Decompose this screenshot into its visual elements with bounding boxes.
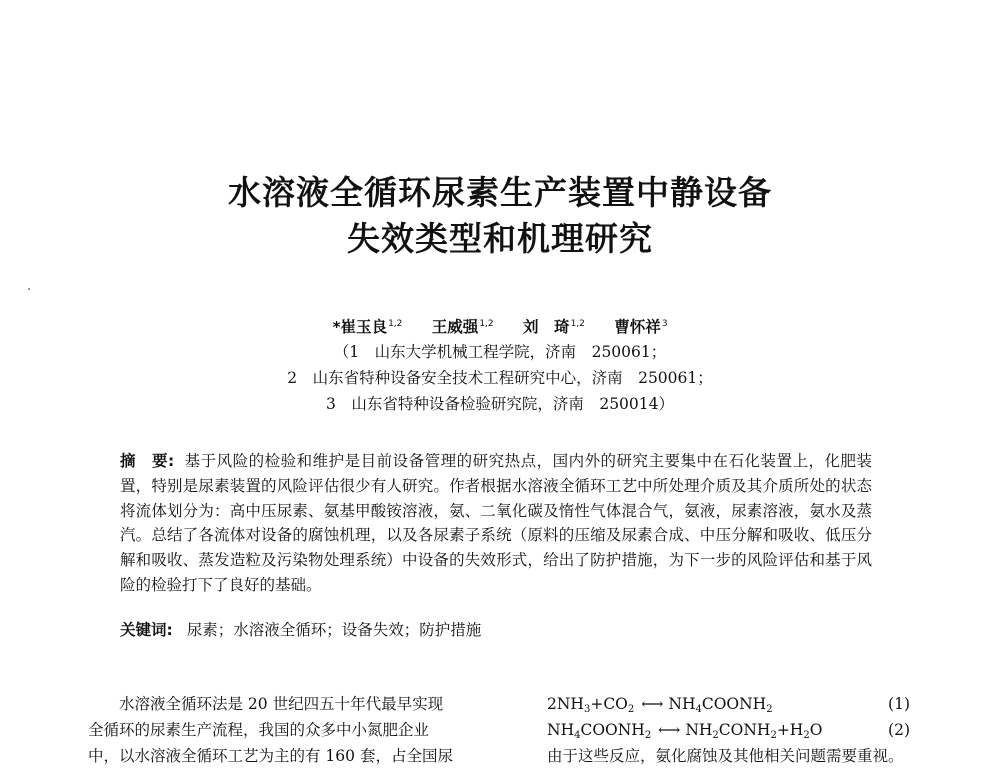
scan-speck [28, 288, 30, 290]
body-left-column [88, 691, 508, 769]
affiliation-2: 2 山东省特种设备安全技术工程研究中心，济南 250061； [287, 369, 713, 387]
abstract [120, 449, 872, 598]
keywords-text: 尿素；水溶液全循环；设备失效；防护措施 [186, 621, 482, 639]
author-list [0, 315, 1000, 337]
paper-title-line-1: 水溶液全循环尿素生产装置中静设备 [228, 173, 772, 212]
affiliation-3: 3 山东省特种设备检验研究院，济南 250014） [325, 395, 675, 413]
paper-title-line-2: 失效类型和机理研究 [347, 219, 653, 258]
affiliation-1: （1 山东大学机械工程学院，济南 250061； [333, 343, 667, 361]
author-4: 曹怀祥$^3$ [614, 318, 668, 336]
author-3: 刘 琦$^{1,2}$ [523, 318, 585, 336]
equilibrium-arrow-icon: ⟷ [658, 721, 679, 739]
keywords [120, 618, 481, 640]
body-line-3: 中，以水溶液全循环工艺为主的有 160 套，占全国尿 [88, 747, 453, 765]
body-right-line-3: 由于这些反应，氨化腐蚀及其他相关问题需要重视。 [547, 747, 904, 765]
equation-2-number: (2) [888, 721, 910, 739]
keywords-label: 关键词: [120, 621, 173, 639]
author-2: 王威强$^{1,2}$ [431, 318, 494, 336]
equation-2: $NH_4COONH_2$ ⟷ $NH_2CONH_2+H_2O$ (2) [547, 717, 910, 749]
equation-1-number: (1) [888, 695, 910, 713]
author-1: *崔玉良$^{1,2}$ [332, 318, 403, 336]
body-line-1: 水溶液全循环法是 20 世纪四五十年代最早实现 [119, 695, 444, 713]
equilibrium-arrow-icon: ⟷ [641, 695, 662, 713]
body-line-2: 全循环的尿素生产流程，我国的众多中小氮肥企业 [88, 721, 430, 739]
abstract-label: 摘 要: [120, 452, 175, 470]
equation-1: $2NH_3+CO_2$ ⟷ $NH_4COONH_2$ (1) [547, 691, 910, 723]
abstract-text: 基于风险的检验和维护是目前设备管理的研究热点，国内外的研究主要集中在石化装置上，化肥装置，特别是尿素装置的风险评估很少有人研究。作者根据水溶液全循环工艺中所处理介质及其介质所处的状态将流体划分为：高中压尿素、氨基甲酸铵溶液，氨、二氧化碳及惰性气体混合气，氨液，尿素溶液，氨水及蒸汽。总结了各流体对设备的腐蚀机理，以及各尿素子系统（原料的压缩及尿素合成、中压分解和吸收、低压分解和吸收、蒸发造粒及污染物处理系统）中设备的失效形式，给出了防护措施，为下一步的风险评估和基于风险的检验打下了良好的基础。 [120, 452, 872, 594]
